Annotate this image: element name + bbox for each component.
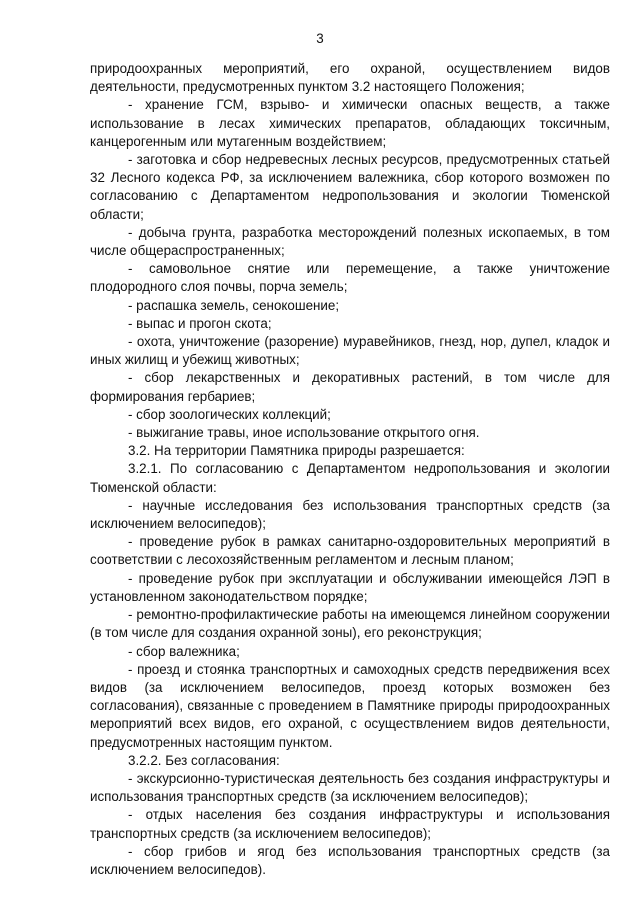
list-item: - экскурсионно-туристическая деятельность без создания инфраструктуры и использования транспортных средств (за исключением велосипедов); [90,770,610,805]
list-item: - сбор грибов и ягод без использования транспортных средств (за исключением велосипедов). [90,843,610,877]
section-heading: 3.2. На территории Памятника природы разрешается: [128,443,465,459]
list-item: - сбор валежника; [128,643,240,659]
list-item: - научные исследования без использования транспортных средств (за исключением велосипедов); [90,497,610,532]
list-item: - хранение ГСМ, взрыво- и химически опасных веществ, а также использование в лесах химических препаратов, обладающих токсичным, канцерогенным или мутагенным воздействием; [90,97,610,149]
page-number: 3 [316,31,324,46]
list-item: - ремонтно-профилактические работы на имеющемся линейном сооружении (в том числе для создания охранной зоны), его реконструкция; [90,607,610,641]
paragraph-continuation: природоохранных мероприятий, его охраной, осуществлением видов деятельности, предусмотренных пунктом 3.2 настоящего Положения; [90,61,610,95]
list-item: - сбор зоологических коллекций; [128,406,331,422]
list-item: - проведение рубок при эксплуатации и обслуживании имеющейся ЛЭП в установленном законодательством порядке; [90,570,610,604]
document-body [90,60,610,879]
list-item: - сбор лекарственных и декоративных растений, в том числе для формирования гербариев; [90,370,610,404]
subsection-heading: 3.2.2. Без согласования: [128,752,280,768]
list-item: - выжигание травы, иное использование открытого огня. [128,425,480,441]
subsection-heading: 3.2.1. По согласованию с Департаментом недропользования и экологии Тюменской области: [90,461,610,495]
list-item: - охота, уничтожение (разорение) муравейников, гнезд, нор, дупел, кладок и иных жилищ и убежищ животных; [90,334,610,368]
list-item: - отдых населения без создания инфраструктуры и использования транспортных средств (за исключением велосипедов); [90,807,610,841]
list-item: - проведение рубок в рамках санитарно-оздоровительных мероприятий в соответствии с лесохозяйственным регламентом и лесным планом; [90,534,610,568]
list-item: - распашка земель, сенокошение; [128,297,340,313]
list-item: - выпас и прогон скота; [128,315,272,331]
list-item: - заготовка и сбор недревесных лесных ресурсов, предусмотренных статьей 32 Лесного кодекса РФ, за исключением валежника, сбор которого возможен по согласованию с Департаментом недропользования и экологии Тюменской области; [90,152,610,222]
list-item: - добыча грунта, разработка месторождений полезных ископаемых, в том числе общераспространенных; [90,224,610,259]
list-item: - самовольное снятие или перемещение, а также уничтожение плодородного слоя почвы, порча земель; [90,261,610,295]
list-item: - проезд и стоянка транспортных и самоходных средств передвижения всех видов (за исключением велосипедов, проезд которых возможен без согласования), связанные с проведением в Памятнике природы природоохранных мероприятий всех видов, его охраной, с осуществлением видов деятельности, предусмотренных настоящим пунктом. [90,661,610,750]
